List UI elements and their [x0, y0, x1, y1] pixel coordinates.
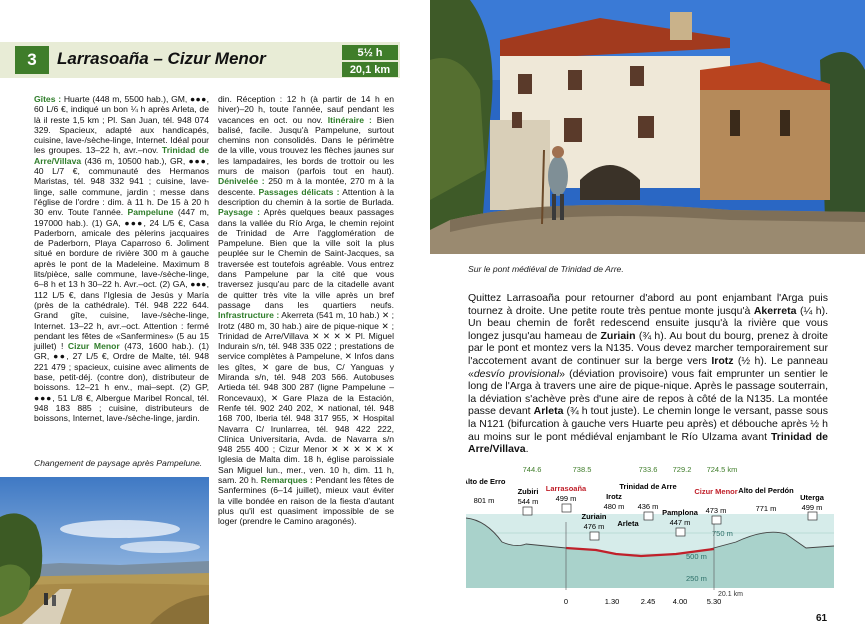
stage-number: 3 [15, 46, 49, 74]
place-name-2: Larrasoaña [545, 484, 587, 493]
place-name-3: Zuriain [581, 512, 607, 521]
desc-p1: Quittez Larrasoaña pour retourner d'abord au pont enjambant l'Arga puis tournez à droite. Une petite route très pentue monte jusqu'à [468, 292, 828, 317]
desc-akerreta: Akerreta [753, 304, 797, 317]
route-description [468, 292, 828, 456]
pampelune-place: Pampelune [127, 207, 174, 218]
axis-label-2: 2.45 [640, 597, 656, 606]
info-column-right [218, 94, 394, 526]
gite-icon [676, 528, 685, 536]
place-name-7: Pamplona [662, 508, 698, 517]
gite-icon [523, 507, 532, 515]
infrastructure-label: Infrastructure : [218, 310, 280, 321]
elevation-profile-svg [466, 462, 834, 614]
elevation-profile [466, 462, 834, 614]
photo-medieval-bridge [430, 0, 865, 254]
gite-icon [712, 516, 721, 524]
remarques-text: Pendant les fêtes de Sanfermines (6–14 juillet), mieux vaut éviter la ville bondée en raison de la fiesta d'autant plus qu'il est quasiment impossible de se loger (prendre le Camino aragonés). [218, 474, 395, 527]
remarques-label: Remarques : [260, 474, 313, 485]
bridge-illustration [430, 0, 865, 254]
pampelune-text: (447 m, 197000 hab.). (1) GA, ●●●, 24 L/5 €, Casa Paderborn, amicale des pèlerins jacquaires de Paderborn, Playa Caparroso 6. Joliment situé en bordure de rivière 300 m à gauche après le pont de la Madeleine. Maximum 8 lits/pièce, salle commune, lave-/sèche-linge, 6–8 h et 13 h 30–22 h. Avr.–oct. (2) GA, ●●●, 112 L/5 €, dans l'Iglesia de Jesús y María (près de la cathédrale). Tél. 948 222 644. Grand gîte, cuisine, lave-/sèche-linge, Internet. 13–22 h, avr.–oct. Attention : fermé pendant les fêtes de «Sanfermines» (5 au 15 juillet) ! [34, 207, 209, 352]
desc-p3: (¾ h). Au bout du bourg, prenez à droite par le pont et montez vers la N135. Vous devez marcher temporairement sur l'accotement avant de continuer sur la berge vers [468, 329, 828, 367]
itineraire-text: Bien balisé, facile. Jusqu'à Pampelune, surtout chemins non consolidés. Dans le périmètre de la ville, vous trouvez les flèches jaunes sur les lampadaires, les bords de trottoir ou les murs de maison (parfois tout en haut). [218, 114, 394, 177]
desc-arleta: Arleta [533, 405, 564, 418]
desc-p7: . [525, 443, 529, 456]
gite-icon [808, 512, 817, 520]
desc-zuriain: Zuriain [600, 329, 636, 342]
axis-label-1: 1.30 [604, 597, 620, 606]
level-label-250: 250 m [686, 574, 707, 583]
gite-icon [562, 504, 571, 512]
place-name-4: Irotz [606, 492, 622, 501]
place-name-0: Alto de Erro [466, 477, 506, 486]
gite-icon [590, 532, 599, 540]
km-label-3: 729.2 [672, 465, 692, 474]
desc-p4: (½ h). Le panneau « [468, 354, 829, 380]
col2-intro: din. Réception : 12 h (à partir de 14 h en hiver)–20 h, toute l'année, sauf pendant les vacances en oct. ou nov. [218, 94, 394, 125]
gites-label: Gîtes : [34, 94, 62, 104]
gites-text: Huarte (448 m, 5500 hab.), GM, ●●●, 60 L/6 €, indiqué un bon ¼ h après Arleta, de là il reste 1,5 km ; Pl. San Juan, tél. 948 074 329. Spacieux, adapté aux handicapés, cuisine, lave-/sèche-linge, Internet. Idéal pour les groupes. 13–22 h, avr.–nov. [34, 94, 209, 156]
passages-text: Attention à la description du chemin à la sortie de Burlada. [218, 186, 394, 207]
level-label-750: 750 m [712, 529, 733, 538]
passages-label: Passages délicats : [258, 186, 340, 197]
place-alt-2: 499 m [555, 494, 577, 503]
place-alt-6: 436 m [637, 502, 659, 511]
cizur-place: Cizur Menor [67, 341, 120, 352]
desc-irotz: Irotz [711, 354, 734, 367]
denivelee-text: 250 m à la montée, 270 m à la descente. [218, 176, 394, 197]
infrastructure-text: Akerreta (541 m, 10 hab.) ✕ ; Irotz (480 m, 30 hab.) aire de pique-nique ✕ ; Trinidad de Arre/Villava ✕ ✕ ✕ ✕ Pl. Miguel Indurain s/n, tél. 948 335 022 ; prestations de service complètes à Pampelune, ✕ Infos dans les gîtes, ✕ gare de bus, C/ Yanguas y Miranda s/n, tél. 948 203 566. Autobuses Artieda tél. 948 300 287 (ligne Pampelune – Roncevaux), ✕ Gare Plaza de la Estación, Renfe tél. 902 240 202, ✕ national, tél. 948 168 700, Iberia tél. 948 317 955, ✕ Hospital Navarra C/ Irunlarrea, tél. 948 422 222, Clínica Universitaria, Avda. de Navarra s/n 948 255 400 ; Cizur Menor ✕ ✕ ✕ ✕ ✕ ✕ Iglesia de Malta dim. 18 h, église paroissiale San Miguel lun., mer., ven. 10 h, dim. 11 h, sam. 20 h. [218, 310, 395, 485]
info-column-left [34, 94, 209, 424]
km-label-0: 744.6 [522, 465, 542, 474]
place-alt-10: 499 m [801, 503, 823, 512]
desc-desvio: desvío provisional [473, 367, 560, 380]
place-alt-7: 447 m [669, 518, 691, 527]
place-name-1: Zubiri [517, 487, 539, 496]
trinidad-text: (436 m, 10500 hab.), GR, ●●●, 40 L/7 €, communauté des Hermanos Maristas, tél. 948 332 941 ; cuisine, lave-linge, salle commune, jardin ; messe dans l'église de l'ordre : dim. à 11 h. De 15 à 20 h 30 env. Toute l'année. [34, 155, 209, 218]
axis-label-4: 5.30 [706, 597, 722, 606]
stage-distance-badge: 20,1 km [342, 62, 398, 77]
landscape-illustration [0, 477, 209, 624]
desc-p2: (¼ h). Un beau chemin de forêt redescend ensuite jusqu'à la rivière que vous longez jusqu'au hameau de [468, 304, 828, 342]
place-alt-8: 473 m [705, 506, 727, 515]
caption-bridge: Sur le pont médiéval de Trinidad de Arre. [468, 264, 624, 274]
km-label-1: 738.5 [572, 465, 592, 474]
photo-landscape [0, 477, 209, 624]
desc-p6: (¾ h tout juste). Le chemin longe le versant, passe sous la N121 (bifurcation à gauche vers Huarte peu après) et débouche après ½ h au moins sur le pont médiéval enjambant le Río Ulzama avant [468, 405, 828, 443]
paysage-text: Après quelques beaux passages dans la vallée du Río Arga, le chemin rejoint de Trinidad de Arre l'agglomération de Pampelune. Bien que la ville soit la plus peuplée sur le Chemin de Saint-Jacques, sa traversée est toutefois agréable. Vous entrez dans Pampelune par la cité que vous traversez jusqu'au parc de la citadelle avant de quitter très vite la ville après un bref passage dans les quartiers neufs. [218, 207, 394, 310]
desc-p5: » (déviation provisoire) vous fait emprunter un sentier le long de l'Arga à travers une aire de pique-nique. Après le passage souterrain, la déviation s'achève près d'une aire de repos à côté de la N135. La montée passe devant [468, 367, 828, 418]
stage-title: Larrasoaña – Cizur Menor [57, 49, 266, 68]
place-alt-1: 544 m [517, 497, 539, 506]
cizur-text: (473, 1600 hab.). (1) GR, ●●, 27 L/5 €, Ordre de Malte, tél. 948 221 479 ; spacieux, cuisine avec aliments de base, petit-déj. (contre don), distributeur de boissons. 12–21 h env., mai–sept. (2) GP, ●●●, 51 L/8 €, Albergue Maribel Roncal, tél. 948 183 885 ; cuisine, distributeurs de boissons, Internet, lave-/sèche-linge, jardin. [34, 341, 210, 424]
axis-label-0: 0 [563, 597, 569, 606]
place-alt-9: 771 m [755, 504, 777, 513]
place-name-9: Alto del Perdón [738, 486, 794, 495]
gite-icon [644, 512, 653, 520]
itineraire-label: Itinéraire : [327, 114, 372, 125]
place-alt-0: 801 m [473, 496, 495, 505]
level-label-500: 500 m [686, 552, 707, 561]
place-alt-4: 480 m [603, 502, 625, 511]
desc-trinidad: Trinidad de Arre/Villava [468, 430, 828, 456]
caption-landscape: Changement de paysage après Pampelune. [34, 458, 203, 468]
total-distance-label: 20.1 km [718, 591, 743, 598]
place-name-6: Trinidad de Arre [619, 482, 677, 491]
paysage-label: Paysage : [218, 207, 260, 218]
km-label-2: 733.6 [638, 465, 658, 474]
km-label-4: 724.5 km [706, 465, 738, 474]
place-alt-3: 476 m [583, 522, 605, 531]
place-name-5: Arleta [617, 519, 639, 528]
denivelee-label: Dénivelée : [218, 176, 265, 187]
stage-time-badge: 5½ h [342, 45, 398, 60]
place-name-8: Cizur Menor [694, 487, 738, 496]
page-number: 61 [816, 613, 828, 624]
place-name-10: Uterga [800, 493, 824, 502]
trinidad-place: Trinidad de Arre/Villava [34, 145, 210, 166]
axis-label-3: 4.00 [672, 597, 688, 606]
